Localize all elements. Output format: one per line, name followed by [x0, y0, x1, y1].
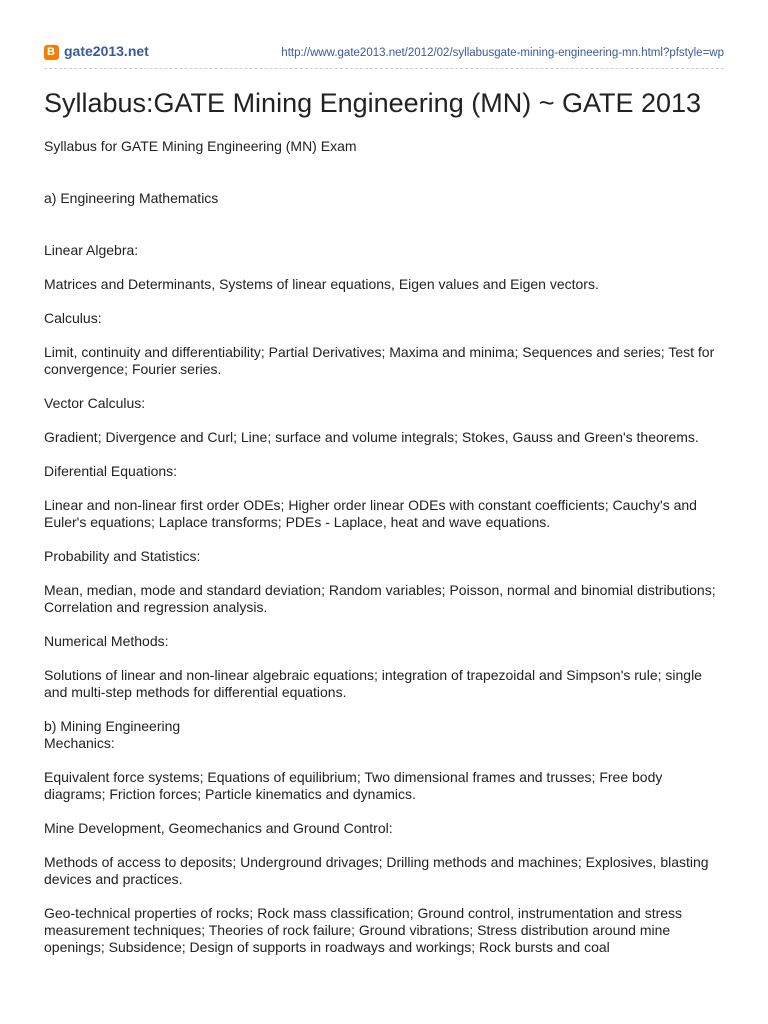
site-name-link[interactable]: gate2013.net: [64, 43, 149, 59]
page-url-link[interactable]: http://www.gate2013.net/2012/02/syllabusgate-mining-engineering-mn.html?pfstyle=wp: [281, 47, 724, 59]
topic-heading: Diferential Equations:: [44, 463, 178, 479]
topic-heading: Mine Development, Geomechanics and Ground Control:: [44, 820, 393, 836]
topic-heading: Vector Calculus:: [44, 395, 146, 411]
topic-body: Gradient; Divergence and Curl; Line; surface and volume integrals; Stokes, Gauss and Green's theorems.: [44, 429, 699, 445]
blogger-logo-icon[interactable]: B: [44, 45, 59, 60]
topic-body: Geo-technical properties of rocks; Rock mass classification; Ground control, instrumentation and stress measurement techniques; Theories of rock failure; Ground vibrations; Stress distribution around mine openings; Subsidence; Design of supports in roadways and workings; Rock bursts and coal: [44, 905, 683, 955]
topic-heading: Linear Algebra:: [44, 242, 139, 258]
topic-body: Methods of access to deposits; Underground drivages; Drilling methods and machines; Explosives, blasting devices and practices.: [44, 854, 709, 887]
topic-heading: Probability and Statistics:: [44, 548, 201, 564]
topic-body: Mean, median, mode and standard deviation; Random variables; Poisson, normal and binomial distributions; Correlation and regression analysis.: [44, 582, 716, 615]
topic-body: Matrices and Determinants, Systems of linear equations, Eigen values and Eigen vectors.: [44, 276, 599, 292]
exam-subtitle: Syllabus for GATE Mining Engineering (MN) Exam: [44, 138, 357, 154]
article-body: [44, 138, 724, 956]
topic-heading: Mechanics:: [44, 735, 115, 751]
section-heading-a: a) Engineering Mathematics: [44, 190, 219, 206]
topic-heading: Calculus:: [44, 310, 102, 326]
topic-body: Equivalent force systems; Equations of equilibrium; Two dimensional frames and trusses; Free body diagrams; Friction forces; Particle kinematics and dynamics.: [44, 769, 663, 802]
topic-body: Solutions of linear and non-linear algebraic equations; integration of trapezoidal and Simpson's rule; single and multi-step methods for differential equations.: [44, 667, 702, 700]
section-heading-b: b) Mining Engineering: [44, 718, 181, 734]
page-header: [44, 42, 724, 69]
topic-body: Linear and non-linear first order ODEs; Higher order linear ODEs with constant coefficients; Cauchy's and Euler's equations; Laplace transforms; PDEs - Laplace, heat and wave equations.: [44, 497, 697, 530]
topic-body: Limit, continuity and differentiability; Partial Derivatives; Maxima and minima; Sequences and series; Test for convergence; Fourier series.: [44, 344, 715, 377]
page-title: Syllabus:GATE Mining Engineering (MN) ~ GATE 2013: [44, 88, 702, 118]
topic-heading: Numerical Methods:: [44, 633, 169, 649]
